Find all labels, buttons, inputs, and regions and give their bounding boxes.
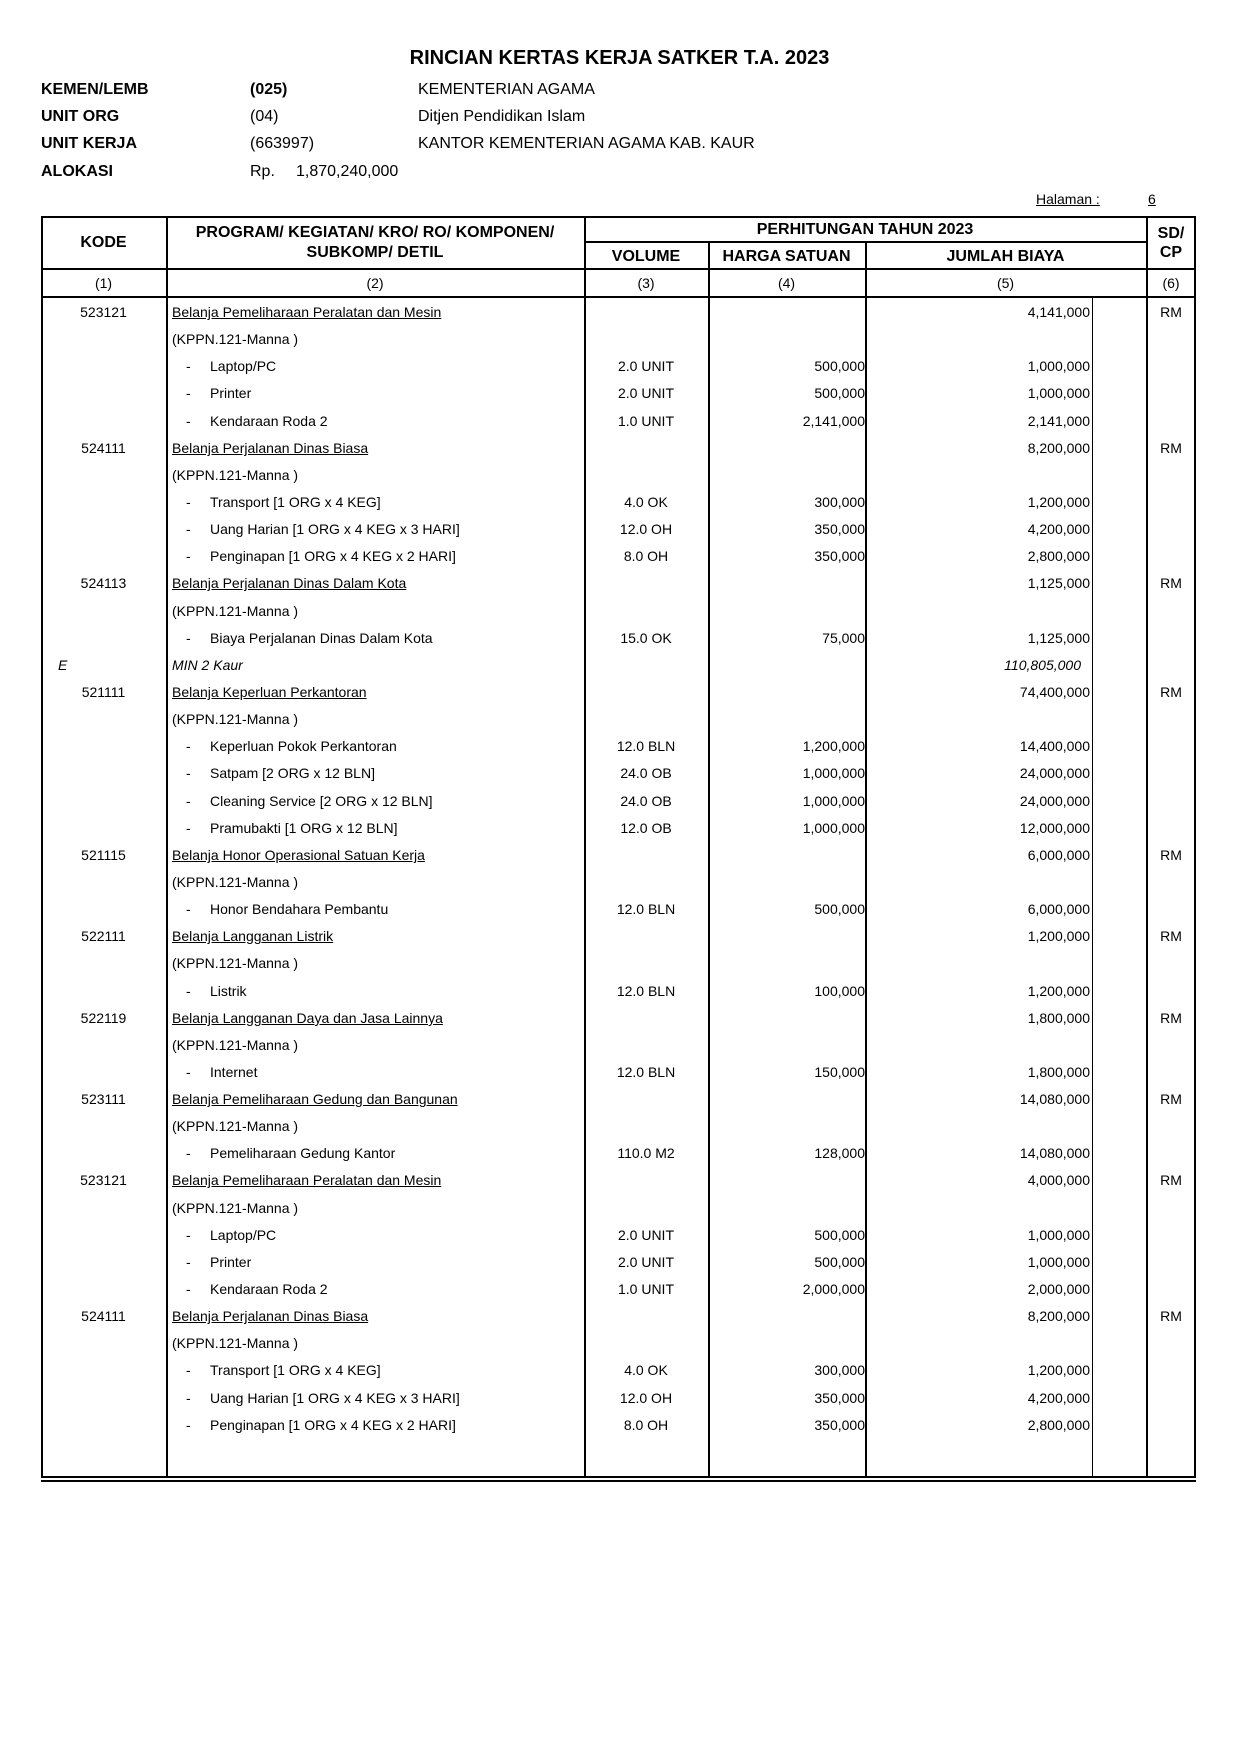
item-unit-price: 75,000: [822, 630, 865, 646]
item-bullet: -: [186, 765, 191, 781]
source-of-funds: RM: [1160, 304, 1182, 320]
account-name: Belanja Pemeliharaan Gedung dan Bangunan: [172, 1091, 458, 1107]
item-unit-price: 350,000: [814, 1417, 865, 1433]
item-description: Penginapan [1 ORG x 4 KEG x 2 HARI]: [210, 548, 456, 564]
account-code: 521115: [81, 847, 126, 863]
item-volume: 12.0 BLN: [616, 738, 676, 754]
item-unit-price: 2,141,000: [802, 413, 865, 429]
item-description: Biaya Perjalanan Dinas Dalam Kota: [210, 630, 433, 646]
item-description: Laptop/PC: [210, 1227, 277, 1243]
item-description: Cleaning Service [2 ORG x 12 BLN]: [210, 793, 433, 809]
header-jumlah-biaya: JUMLAH BIAYA: [946, 248, 1065, 265]
item-total: 14,400,000: [1019, 738, 1090, 754]
item-bullet: -: [186, 820, 191, 836]
account-code: 522119: [80, 1010, 127, 1026]
account-name: Belanja Honor Operasional Satuan Kerja: [172, 847, 425, 863]
col-number: (6): [1162, 275, 1180, 291]
item-description: Honor Bendahara Pembantu: [210, 901, 389, 917]
col-number: (2): [366, 275, 384, 291]
item-bullet: -: [186, 983, 191, 999]
item-bullet: -: [186, 413, 191, 429]
item-bullet: -: [186, 385, 191, 401]
item-total: 24,000,000: [1019, 765, 1090, 781]
item-description: Uang Harian [1 ORG x 4 KEG x 3 HARI]: [210, 1390, 460, 1406]
account-code: 524111: [81, 440, 126, 456]
item-bullet: -: [186, 793, 191, 809]
header-bottom-line: [41, 268, 1196, 270]
item-bullet: -: [186, 358, 191, 374]
col-number: (3): [637, 275, 655, 291]
table-bottom-border: [41, 1476, 1196, 1478]
account-name: Belanja Perjalanan Dinas Biasa: [172, 1308, 369, 1324]
kppn-label: (KPPN.121-Manna ): [172, 1200, 299, 1216]
item-description: Transport [1 ORG x 4 KEG]: [210, 1362, 381, 1378]
item-total: 1,200,000: [1027, 494, 1090, 510]
item-bullet: -: [186, 548, 191, 564]
colnum-bottom-line: [41, 296, 1196, 298]
item-unit-price: 500,000: [814, 1254, 865, 1270]
account-code: 524111: [81, 1308, 126, 1324]
header-kode: KODE: [80, 234, 127, 251]
source-of-funds: RM: [1160, 440, 1182, 456]
account-name: Belanja Pemeliharaan Peralatan dan Mesin: [172, 304, 442, 320]
item-description: Printer: [210, 385, 252, 401]
account-name: Belanja Langganan Listrik: [172, 928, 334, 944]
item-volume: 8.0 OH: [623, 1417, 669, 1433]
item-total: 2,000,000: [1027, 1281, 1090, 1297]
source-of-funds: RM: [1160, 1308, 1182, 1324]
header-subline: [584, 241, 1146, 243]
source-of-funds: RM: [1160, 847, 1182, 863]
source-of-funds: RM: [1160, 575, 1182, 591]
item-volume: 15.0 OK: [620, 630, 672, 646]
item-bullet: -: [186, 630, 191, 646]
item-total: 24,000,000: [1019, 793, 1090, 809]
kppn-label: (KPPN.121-Manna ): [172, 603, 299, 619]
item-bullet: -: [186, 1362, 191, 1378]
account-total: 6,000,000: [1027, 847, 1090, 863]
col-number: (5): [996, 275, 1015, 291]
item-volume: 24.0 OB: [620, 765, 672, 781]
account-total: 4,000,000: [1027, 1172, 1090, 1188]
item-total: 1,125,000: [1027, 630, 1090, 646]
account-total: 8,200,000: [1027, 1308, 1090, 1324]
item-unit-price: 500,000: [814, 385, 865, 401]
header-sd-line2: CP: [1159, 244, 1183, 261]
source-of-funds: RM: [1160, 1010, 1182, 1026]
item-volume: 4.0 OK: [624, 494, 668, 510]
item-volume: 4.0 OK: [624, 1362, 668, 1378]
header-program-line2: SUBKOMP/ DETIL: [306, 244, 444, 261]
item-total: 4,200,000: [1027, 521, 1090, 537]
account-total: 74,400,000: [1019, 684, 1090, 700]
account-code: 524113: [80, 575, 127, 591]
item-total: 1,000,000: [1027, 358, 1090, 374]
item-unit-price: 128,000: [814, 1145, 865, 1161]
item-unit-price: 350,000: [814, 1390, 865, 1406]
kppn-label: (KPPN.121-Manna ): [172, 1335, 299, 1351]
kppn-label: (KPPN.121-Manna ): [172, 874, 299, 890]
item-description: Laptop/PC: [210, 358, 277, 374]
unit-kerja-label: UNIT KERJA: [41, 135, 138, 152]
item-unit-price: 300,000: [814, 494, 865, 510]
alokasi-label: ALOKASI: [41, 163, 113, 180]
account-name: Belanja Perjalanan Dinas Biasa: [172, 440, 369, 456]
item-unit-price: 500,000: [814, 1227, 865, 1243]
item-bullet: -: [186, 521, 191, 537]
col-divider-inner: [1092, 298, 1093, 1478]
item-unit-price: 2,000,000: [802, 1281, 865, 1297]
item-total: 1,000,000: [1027, 385, 1090, 401]
item-bullet: -: [186, 1390, 191, 1406]
source-of-funds: RM: [1160, 1091, 1182, 1107]
item-unit-price: 500,000: [814, 358, 865, 374]
kppn-label: (KPPN.121-Manna ): [172, 331, 299, 347]
section-code: E: [58, 657, 68, 673]
halaman-label: Halaman :: [1036, 191, 1100, 207]
header-harga-satuan: HARGA SATUAN: [722, 248, 851, 265]
item-description: Uang Harian [1 ORG x 4 KEG x 3 HARI]: [210, 521, 460, 537]
account-total: 4,141,000: [1027, 304, 1090, 320]
item-bullet: -: [186, 1417, 191, 1433]
header-volume: VOLUME: [611, 248, 681, 265]
unit-org-name: Ditjen Pendidikan Islam: [418, 108, 586, 125]
account-name: Belanja Perjalanan Dinas Dalam Kota: [172, 575, 407, 591]
unit-kerja-name: KANTOR KEMENTERIAN AGAMA KAB. KAUR: [418, 135, 755, 152]
item-total: 2,800,000: [1027, 1417, 1090, 1433]
item-volume: 110.0 M2: [617, 1145, 675, 1161]
header-program-line1: PROGRAM/ KEGIATAN/ KRO/ RO/ KOMPONEN/: [195, 224, 555, 241]
account-code: 523111: [81, 1091, 126, 1107]
item-description: Listrik: [210, 983, 247, 999]
kppn-label: (KPPN.121-Manna ): [172, 467, 299, 483]
source-of-funds: RM: [1160, 1172, 1182, 1188]
item-volume: 1.0 UNIT: [617, 413, 674, 429]
account-name: Belanja Langganan Daya dan Jasa Lainnya: [172, 1010, 443, 1026]
item-volume: 12.0 OH: [619, 1390, 673, 1406]
document-title: RINCIAN KERTAS KERJA SATKER T.A. 2023: [409, 47, 830, 69]
item-description: Satpam [2 ORG x 12 BLN]: [210, 765, 375, 781]
item-unit-price: 1,200,000: [802, 738, 865, 754]
kppn-label: (KPPN.121-Manna ): [172, 955, 299, 971]
item-description: Printer: [210, 1254, 252, 1270]
item-unit-price: 350,000: [814, 521, 865, 537]
unit-kerja-code: (663997): [250, 135, 315, 152]
item-total: 4,200,000: [1027, 1390, 1090, 1406]
col-divider: [166, 216, 168, 1478]
account-code: 523121: [80, 1172, 127, 1188]
item-bullet: -: [186, 1254, 191, 1270]
item-description: Transport [1 ORG x 4 KEG]: [210, 494, 381, 510]
item-bullet: -: [186, 494, 191, 510]
item-bullet: -: [186, 901, 191, 917]
item-volume: 12.0 BLN: [616, 1064, 676, 1080]
item-description: Kendaraan Roda 2: [210, 1281, 328, 1297]
item-total: 6,000,000: [1027, 901, 1090, 917]
kppn-label: (KPPN.121-Manna ): [172, 1118, 299, 1134]
item-total: 1,000,000: [1027, 1254, 1090, 1270]
section-name: MIN 2 Kaur: [172, 657, 243, 673]
item-total: 12,000,000: [1019, 820, 1090, 836]
account-name: Belanja Pemeliharaan Peralatan dan Mesin: [172, 1172, 442, 1188]
item-total: 1,000,000: [1027, 1227, 1090, 1243]
item-bullet: -: [186, 1227, 191, 1243]
header-perhitungan: PERHITUNGAN TAHUN 2023: [756, 221, 974, 238]
col-number: (4): [777, 275, 796, 291]
item-unit-price: 1,000,000: [802, 765, 865, 781]
kemen-label: KEMEN/LEMB: [41, 81, 149, 98]
item-volume: 12.0 BLN: [616, 901, 676, 917]
item-description: Kendaraan Roda 2: [210, 413, 328, 429]
item-total: 2,800,000: [1027, 548, 1090, 564]
alokasi-value: 1,870,240,000: [296, 163, 399, 180]
item-volume: 2.0 UNIT: [617, 1254, 674, 1270]
item-bullet: -: [186, 738, 191, 754]
source-of-funds: RM: [1160, 928, 1182, 944]
item-total: 2,141,000: [1027, 413, 1090, 429]
source-of-funds: RM: [1160, 684, 1182, 700]
account-total: 1,125,000: [1027, 575, 1090, 591]
item-unit-price: 1,000,000: [802, 820, 865, 836]
unit-org-code: (04): [250, 108, 279, 125]
item-volume: 24.0 OB: [620, 793, 672, 809]
account-code: 522111: [81, 928, 126, 944]
item-description: Pramubakti [1 ORG x 12 BLN]: [210, 820, 398, 836]
item-unit-price: 350,000: [814, 548, 865, 564]
account-total: 8,200,000: [1027, 440, 1090, 456]
item-volume: 12.0 BLN: [616, 983, 676, 999]
account-total: 1,200,000: [1027, 928, 1090, 944]
account-total: 14,080,000: [1019, 1091, 1090, 1107]
item-description: Penginapan [1 ORG x 4 KEG x 2 HARI]: [210, 1417, 456, 1433]
account-code: 521111: [81, 684, 126, 700]
item-unit-price: 300,000: [814, 1362, 865, 1378]
item-volume: 2.0 UNIT: [617, 385, 674, 401]
item-volume: 12.0 OB: [620, 820, 672, 836]
col-number: (1): [94, 275, 113, 291]
item-unit-price: 1,000,000: [802, 793, 865, 809]
item-total: 14,080,000: [1019, 1145, 1090, 1161]
header-sd-line1: SD/: [1157, 225, 1185, 242]
item-volume: 8.0 OH: [623, 548, 669, 564]
item-description: Internet: [210, 1064, 258, 1080]
item-bullet: -: [186, 1281, 191, 1297]
item-unit-price: 150,000: [814, 1064, 865, 1080]
item-bullet: -: [186, 1064, 191, 1080]
account-total: 1,800,000: [1027, 1010, 1090, 1026]
kemen-name: KEMENTERIAN AGAMA: [418, 81, 595, 98]
item-total: 1,800,000: [1027, 1064, 1090, 1080]
item-volume: 2.0 UNIT: [617, 358, 674, 374]
item-unit-price: 500,000: [814, 901, 865, 917]
kppn-label: (KPPN.121-Manna ): [172, 1037, 299, 1053]
item-total: 1,200,000: [1027, 983, 1090, 999]
item-unit-price: 100,000: [814, 983, 865, 999]
halaman-value: 6: [1148, 191, 1156, 207]
item-total: 1,200,000: [1027, 1362, 1090, 1378]
item-volume: 12.0 OH: [619, 521, 673, 537]
item-volume: 2.0 UNIT: [617, 1227, 674, 1243]
unit-org-label: UNIT ORG: [41, 108, 120, 125]
item-description: Keperluan Pokok Perkantoran: [210, 738, 397, 754]
table-bottom-border-double: [41, 1480, 1196, 1482]
kppn-label: (KPPN.121-Manna ): [172, 711, 299, 727]
kemen-code: (025): [250, 81, 288, 98]
item-volume: 1.0 UNIT: [617, 1281, 674, 1297]
alokasi-currency: Rp.: [250, 163, 275, 180]
section-total: 110,805,000: [1004, 657, 1081, 673]
account-name: Belanja Keperluan Perkantoran: [172, 684, 367, 700]
account-code: 523121: [80, 304, 127, 320]
item-bullet: -: [186, 1145, 191, 1161]
item-description: Pemeliharaan Gedung Kantor: [210, 1145, 396, 1161]
